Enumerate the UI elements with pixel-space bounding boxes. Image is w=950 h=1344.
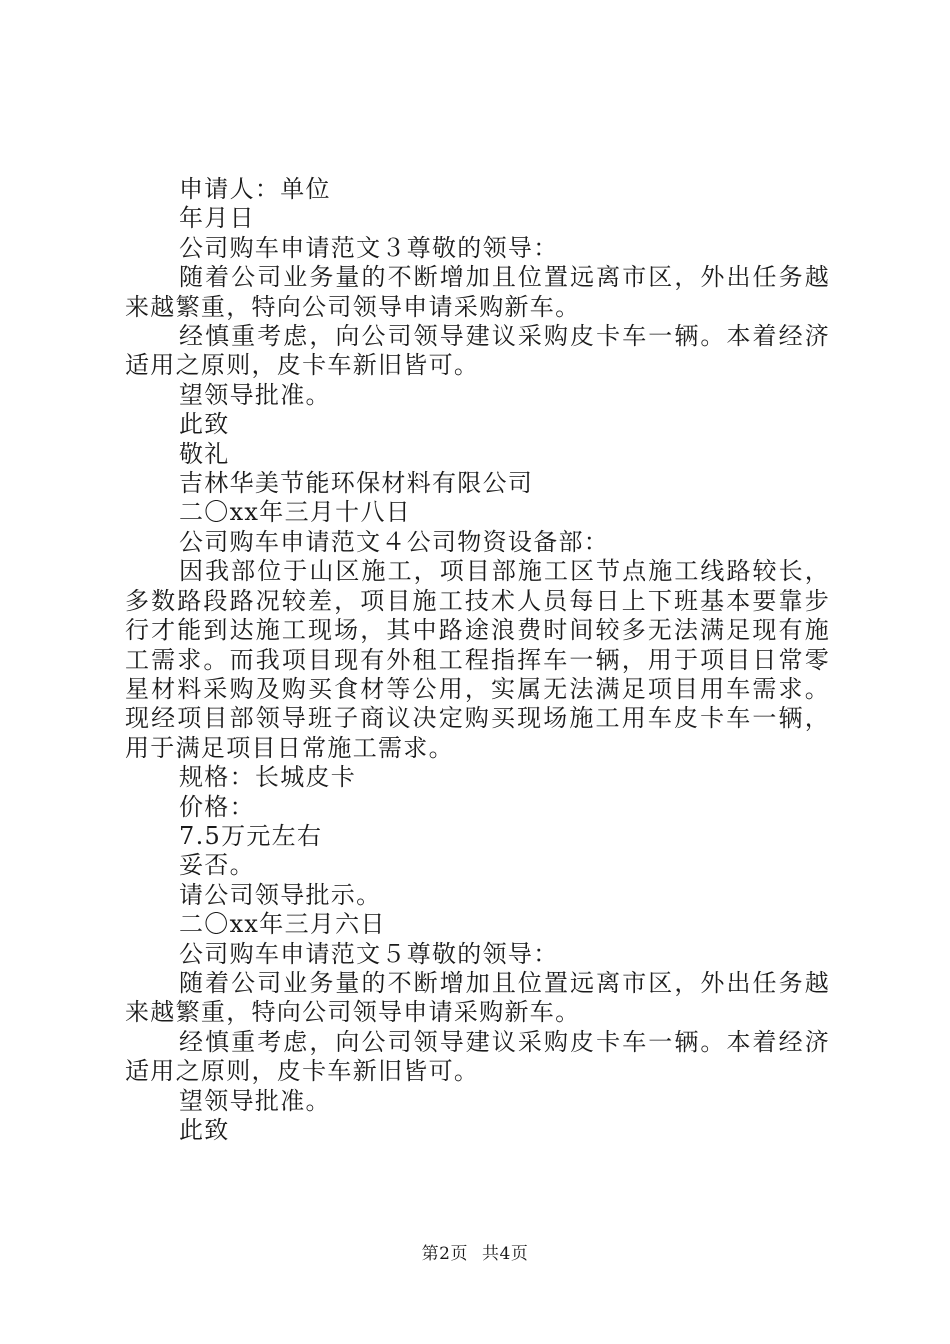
paragraph-date-blank: 年月日 [179, 204, 255, 233]
paragraph-sample3-heading: 公司购车申请范文３尊敬的领导： [179, 233, 559, 262]
paragraph-sample4-price-label: 价格： [179, 792, 255, 821]
paragraph-sample4-query: 妥否。 [179, 851, 255, 880]
paragraph-sample5-closing: 此致 [179, 1116, 230, 1144]
paragraph-sample4-price-value: 7.5万元左右 [179, 821, 323, 850]
paragraph-sample3-closing: 此致 [179, 410, 230, 439]
paragraph-sample4-request: 请公司领导批示。 [179, 880, 382, 909]
paragraph-applicant: 申请人：单位 [179, 175, 331, 203]
paragraph-sample4-spec: 规格：长城皮卡 [179, 763, 357, 792]
paragraph-sample3-request: 望领导批准。 [179, 380, 331, 409]
page-number-current: 第2页 [421, 1244, 468, 1264]
document-body [125, 175, 830, 1145]
paragraph-sample5-body1: 随着公司业务量的不断增加且位置远离市区，外出任务越来越繁重，特向公司领导申请采购新车。 [125, 968, 830, 1027]
paragraph-sample3-company: 吉林华美节能环保材料有限公司 [179, 469, 534, 498]
paragraph-sample3-date: 二〇xx年三月十八日 [179, 498, 412, 527]
paragraph-sample5-heading: 公司购车申请范文５尊敬的领导： [179, 939, 559, 968]
paragraph-sample3-salute: 敬礼 [179, 439, 230, 468]
paragraph-sample4-body: 因我部位于山区施工，项目部施工区节点施工线路较长，多数路段路况较差，项目施工技术人员每日上下班基本要靠步行才能到达施工现场，其中路途浪费时间较多无法满足现有施工需求。而我项目现有外租工程指挥车一辆，用于项目日常零星材料采购及购买食材等公用，实属无法满足项目用车需求。现经项目部领导班子商议决定购买现场施工用车皮卡车一辆，用于满足项目日常施工需求。 [125, 557, 830, 762]
paragraph-sample3-body2: 经慎重考虑，向公司领导建议采购皮卡车一辆。本着经济适用之原则，皮卡车新旧皆可。 [125, 322, 830, 380]
paragraph-sample4-heading: 公司购车申请范文４公司物资设备部： [179, 527, 610, 556]
page-number-total: 共4页 [482, 1244, 529, 1264]
paragraph-sample5-body2: 经慎重考虑，向公司领导建议采购皮卡车一辆。本着经济适用之原则，皮卡车新旧皆可。 [125, 1027, 830, 1086]
page-footer [0, 1243, 950, 1265]
paragraph-sample3-body1: 随着公司业务量的不断增加且位置远离市区，外出任务越来越繁重，特向公司领导申请采购新车。 [125, 263, 830, 321]
paragraph-sample4-date: 二〇xx年三月六日 [179, 910, 386, 939]
paragraph-sample5-request: 望领导批准。 [179, 1086, 331, 1115]
